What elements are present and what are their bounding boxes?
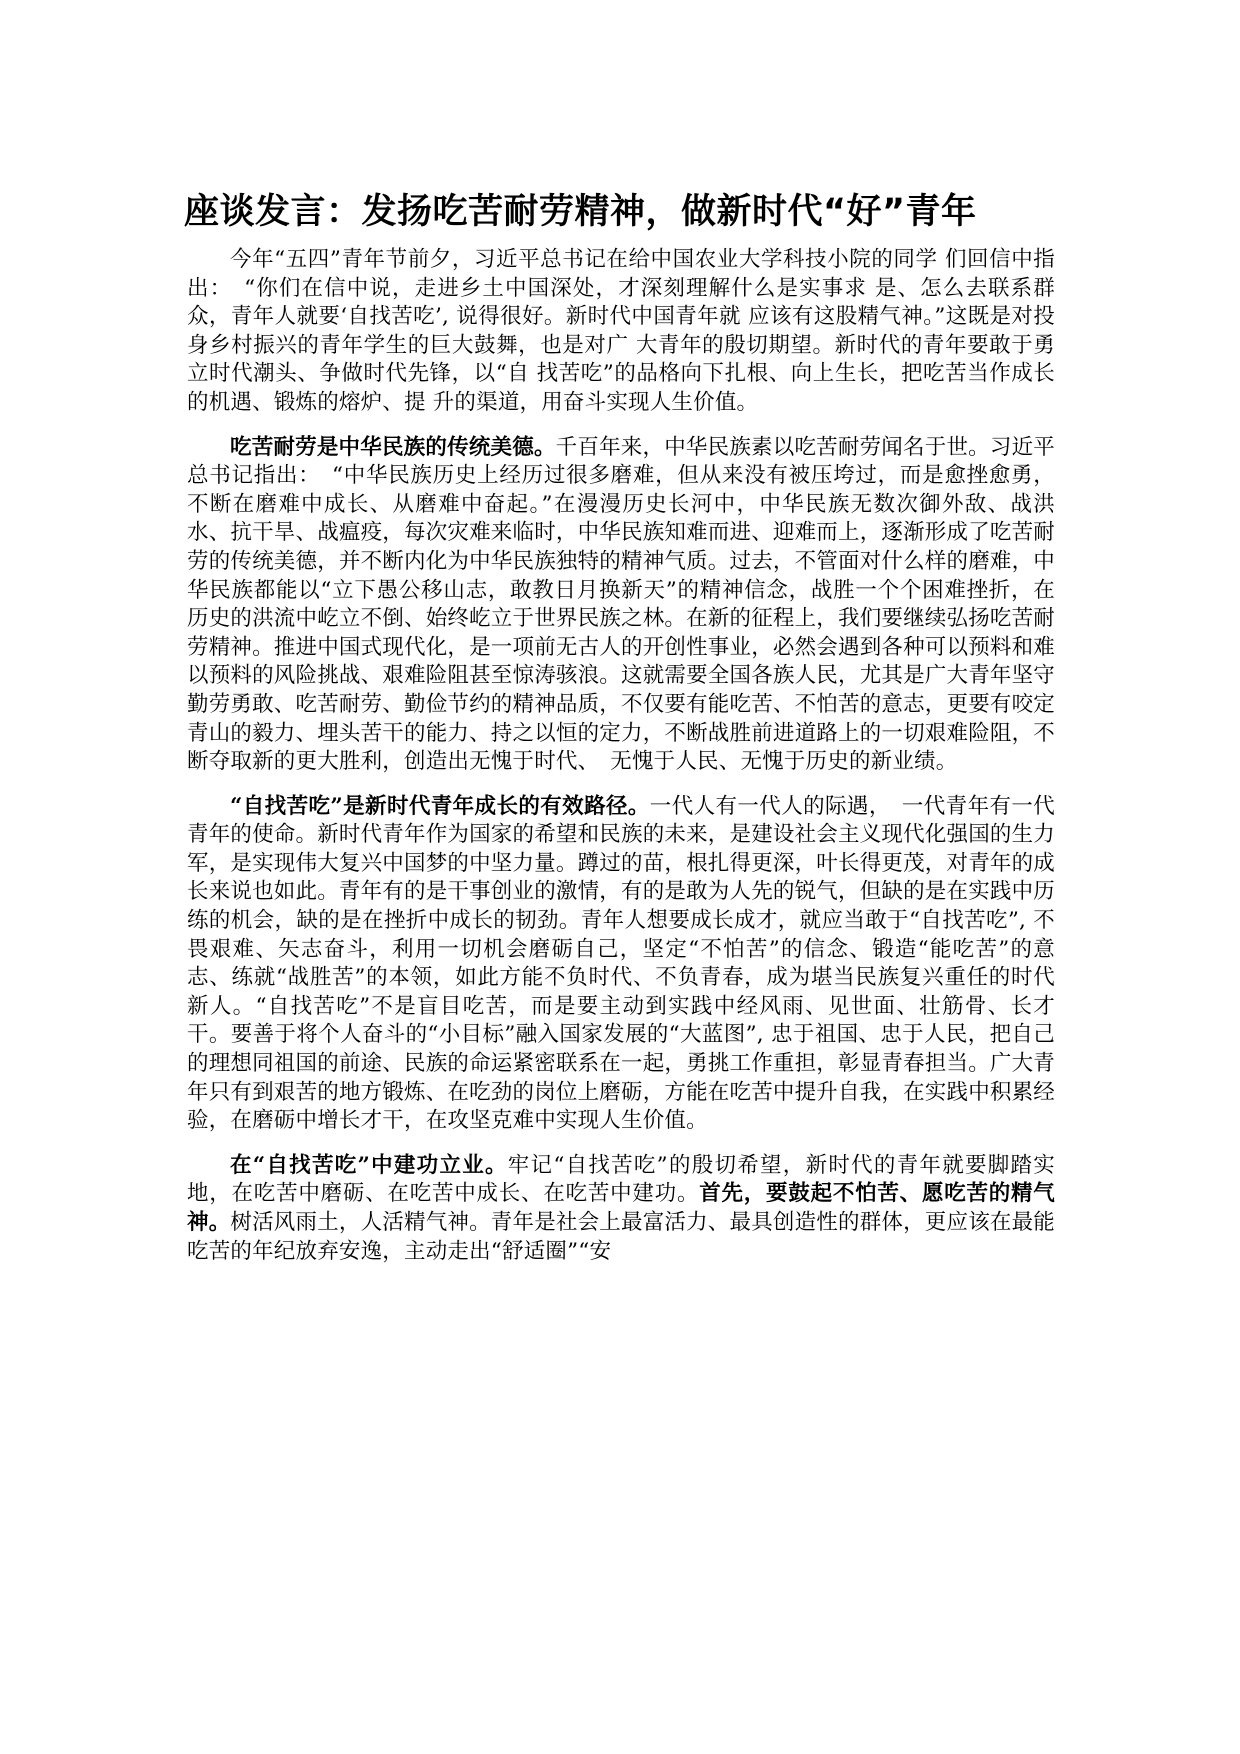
paragraph-body: 一代人有一代人的际遇， 一代青年有一代青年的使命。新时代青年作为国家的希望和民族的未来，是建设社会主义现代化强国的生力军，是实现伟大复兴中国梦的中坚力量。蹲过的苗，根扎得更深，叶长得更茂，对青年的成长来说也如此。青年有的是干事创业的激情，有的是敢为人先的锐气，但缺的是在实践中历练的机会，缺的是在挫折中成长的韧劲。青年人想要成长成才，就应当敢于“自找苦吃”, 不畏艰难、矢志奋斗，利用一切机会磨砺自己，坚定“不怕苦”的信念、锻造“能吃苦”的意志、练就“战胜苦”的本领，如此方能不负时代、不负青春，成为堪当民族复兴重任的时代新人。“自找苦吃”不是盲目吃苦，而是要主动到实践中经风雨、见世面、壮筋骨、长才干。要善于将个人奋斗的“小目标”融入国家发展的“大蓝图”, 忠于祖国、忠于人民，把自己的理想同祖国的前途、民族的命运紧密联系在一起，勇挑工作重担，彰显青春担当。广大青年只有到艰苦的地方锻炼、在吃劲的岗位上磨砺，方能在吃苦中提升自我，在实践中积累经验，在磨砺中增长才干，在攻坚克难中实现人生价值。 xyxy=(187,793,1056,1134)
paragraph-achievement xyxy=(187,1152,1055,1266)
paragraph-subheading: 首先，要鼓起不怕苦、愿吃苦的精气神。 xyxy=(187,1181,1055,1235)
paragraph-body: 千百年来，中华民族素以吃苦耐劳闻名于世。习近平总书记指出： “中华民族历史上经历过很多磨难，但从来没有被压垮过，而是愈挫愈勇，不断在磨难中成长、从磨难中奋起。”在漫漫历史长河中，中华民族无数次御外敌、战洪水、抗干旱、战瘟疫，每次灾难来临时，中华民族知难而进、迎难而上，逐渐形成了吃苦耐劳的传统美德，并不断内化为中华民族独特的精神气质。过去，不管面对什么样的磨难，中华民族都能以“立下愚公移山志，敢教日月换新天”的精神信念，战胜一个个困难挫折，在历史的洪流中屹立不倒、始终屹立于世界民族之林。在新的征程上，我们要继续弘扬吃苦耐劳精神。推进中国式现代化，是一项前无古人的开创性事业，必然会遇到各种可以预料和难以预料的风险挑战、艰难险阻甚至惊涛骇浪。这就需要全国各族人民，尤其是广大青年坚守勤劳勇敢、吃苦耐劳、勤俭节约的精神品质，不仅要有能吃苦、不怕苦的意志，更要有咬定青山的毅力、埋头苦干的能力、持之以恒的定力，不断战胜前进道路上的一切艰难险阻，不断夺取新的更大胜利，创造出无愧于时代、 无愧于人民、无愧于历史的新业绩。 xyxy=(187,434,1056,775)
paragraph-growth-path xyxy=(187,793,1055,1136)
paragraph-body-continued: 树活风雨土，人活精气神。青年是社会上最富活力、最具创造性的群体，更应该在最能吃苦的年纪放弃安逸，主动走出“舒适圈”“安 xyxy=(187,1210,1056,1264)
paragraph-intro xyxy=(187,246,1055,418)
paragraph-body: 今年“五四”青年节前夕，习近平总书记在给中国农业大学科技小院的同学 们回信中指出： “你们在信中说，走进乡土中国深处，才深刻理解什么是实事求 是、怎么去联系群众，青年人就要‘自找苦吃’, 说得很好。新时代中国青年就 应该有这股精气神。”这既是对投身乡村振兴的青年学生的巨大鼓舞，也是对广 大青年的殷切期望。新时代的青年要敢于勇立时代潮头、争做时代先锋，以“自 找苦吃”的品格向下扎根、向上生长，把吃苦当作成长的机遇、锻炼的熔炉、提 升的渠道，用奋斗实现人生价值。 xyxy=(187,247,1055,415)
paragraph-traditional-virtue xyxy=(187,434,1055,777)
paragraph-body: 牢记“自找苦吃”的殷切希望，新时代的青年就要脚踏实地，在吃苦中磨砺、在吃苦中成长、在吃苦中建功。 xyxy=(187,1152,1055,1207)
paragraph-lead-heading: “自找苦吃”是新时代青年成长的有效路径。 xyxy=(230,793,650,819)
paragraph-lead-heading: 吃苦耐劳是中华民族的传统美德。 xyxy=(230,434,556,460)
document-page xyxy=(184,188,1056,1266)
document-title: 座谈发言：发扬吃苦耐劳精神，做新时代“好”青年 xyxy=(184,192,977,232)
paragraph-lead-heading: 在“自找苦吃”中建功立业。 xyxy=(230,1152,508,1178)
